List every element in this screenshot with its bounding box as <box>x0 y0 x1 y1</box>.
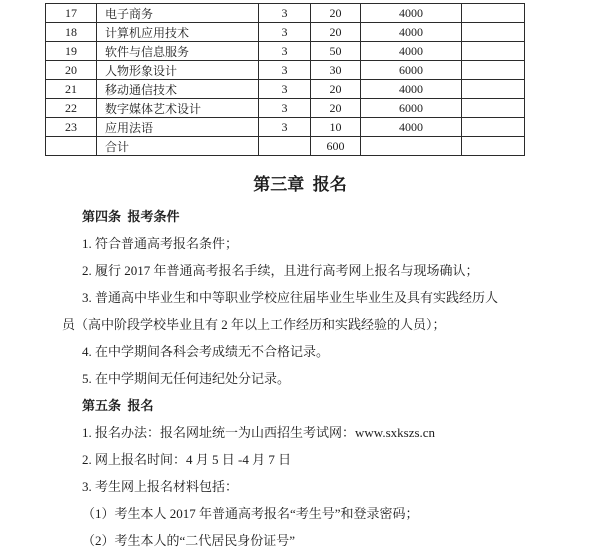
table-cell: 50 <box>311 42 361 61</box>
table-cell <box>462 61 525 80</box>
list-item: （1）考生本人 2017 年普通高考报名“考生号”和登录密码； <box>82 506 419 521</box>
table-cell: 4000 <box>361 23 462 42</box>
table-cell: 6000 <box>361 61 462 80</box>
table-cell: 电子商务 <box>97 4 259 23</box>
table-cell: 3 <box>259 23 311 42</box>
list-item: 3. 普通高中毕业生和中等职业学校应往届毕业生毕业生及具有实践经历人员（高中阶段学校毕业且有 2 年以上工作经历和实践经验的人员）； <box>62 290 499 332</box>
table-cell: 17 <box>46 4 97 23</box>
table-cell: 21 <box>46 80 97 99</box>
table-cell: 600 <box>311 137 361 156</box>
table-cell <box>462 80 525 99</box>
table-cell: 30 <box>311 61 361 80</box>
table-cell <box>462 118 525 137</box>
table-cell: 3 <box>259 80 311 99</box>
table-cell: 移动通信技术 <box>97 80 259 99</box>
table-cell: 20 <box>311 23 361 42</box>
table-row <box>46 99 525 118</box>
list-item: 5. 在中学期间无任何违纪处分记录。 <box>82 371 291 386</box>
table-cell: 3 <box>259 99 311 118</box>
table-row <box>46 118 525 137</box>
table-row <box>46 42 525 61</box>
table-cell: 20 <box>311 80 361 99</box>
table-cell: 3 <box>259 61 311 80</box>
table-cell <box>462 4 525 23</box>
table-cell: 3 <box>259 42 311 61</box>
table-cell: 人物形象设计 <box>97 61 259 80</box>
list-item: 1. 报名办法：报名网址统一为山西招生考试网：www.sxkszs.cn <box>82 425 436 440</box>
table-cell: 3 <box>259 118 311 137</box>
table-cell <box>462 23 525 42</box>
table-row <box>46 4 525 23</box>
table-row <box>46 80 525 99</box>
table-cell: 10 <box>311 118 361 137</box>
table-cell: 20 <box>46 61 97 80</box>
table-cell: 22 <box>46 99 97 118</box>
list-item: （2）考生本人的“二代居民身份证号” <box>82 533 296 548</box>
table-cell: 6000 <box>361 99 462 118</box>
table-cell: 3 <box>259 4 311 23</box>
document-body <box>62 203 510 554</box>
article-heading: 第四条 报考条件 <box>82 209 180 224</box>
table-row-total <box>46 137 525 156</box>
list-item: 3. 考生网上报名材料包括： <box>82 479 239 494</box>
table-row <box>46 23 525 42</box>
table-cell: 软件与信息服务 <box>97 42 259 61</box>
table-row <box>46 61 525 80</box>
table-cell: 计算机应用技术 <box>97 23 259 42</box>
table-cell <box>462 137 525 156</box>
table-cell <box>361 137 462 156</box>
list-item: 2. 履行 2017 年普通高考报名手续，且进行高考网上报名与现场确认； <box>82 263 479 278</box>
chapter-heading: 第三章 报名 <box>253 175 347 194</box>
table-cell <box>46 137 97 156</box>
table-cell: 19 <box>46 42 97 61</box>
table-cell: 4000 <box>361 42 462 61</box>
major-plan-table <box>45 3 525 156</box>
table-cell: 4000 <box>361 4 462 23</box>
document-page <box>0 3 600 554</box>
table-cell: 23 <box>46 118 97 137</box>
table-cell <box>259 137 311 156</box>
table-cell: 4000 <box>361 118 462 137</box>
table-cell: 应用法语 <box>97 118 259 137</box>
article-heading: 第五条 报名 <box>82 398 154 413</box>
table-cell: 20 <box>311 99 361 118</box>
list-item: 1. 符合普通高考报名条件； <box>82 236 239 251</box>
table-cell <box>462 42 525 61</box>
table-cell: 合计 <box>97 137 259 156</box>
table-cell: 数字媒体艺术设计 <box>97 99 259 118</box>
list-item: 4. 在中学期间各科会考成绩无不合格记录。 <box>82 344 330 359</box>
table-cell: 18 <box>46 23 97 42</box>
table-cell: 20 <box>311 4 361 23</box>
table-cell: 4000 <box>361 80 462 99</box>
list-item: 2. 网上报名时间：4 月 5 日 -4 月 7 日 <box>82 452 292 467</box>
table-cell <box>462 99 525 118</box>
